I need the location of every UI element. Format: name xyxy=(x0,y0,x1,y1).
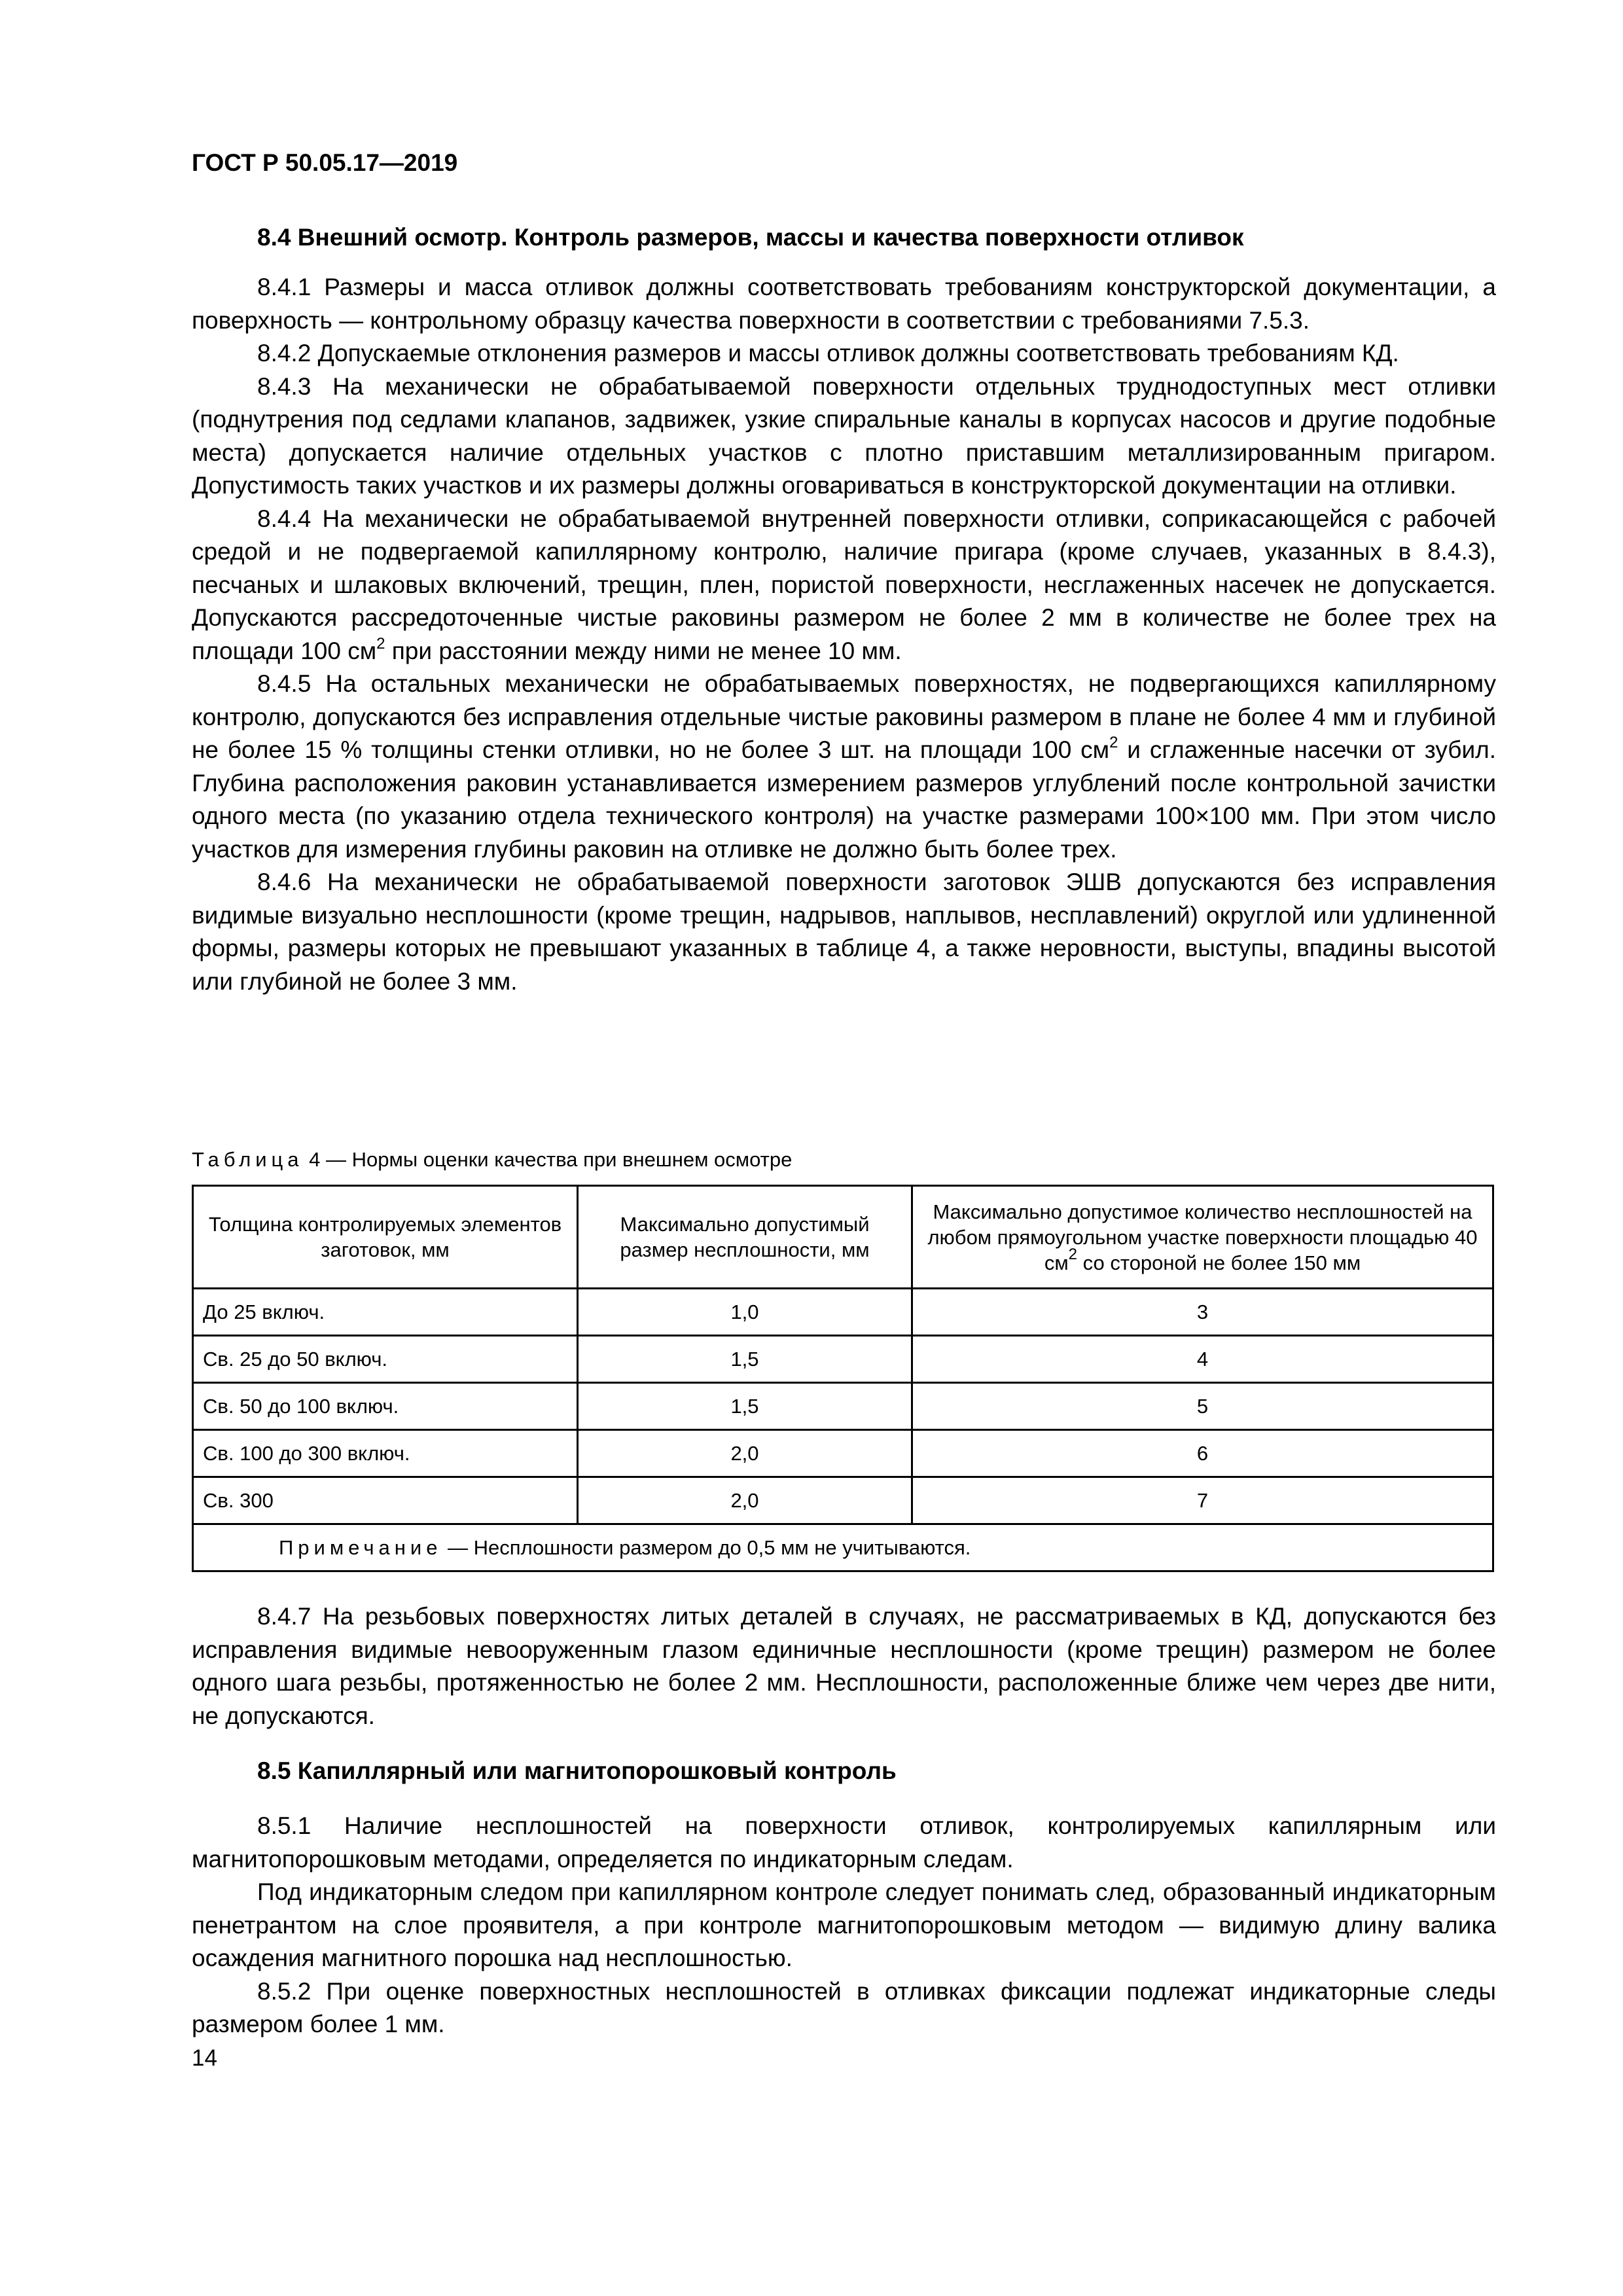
paragraph-8-4-1: 8.4.1 Размеры и масса отливок должны соответствовать требованиям конструкторской документации, а поверхность — контрольному образцу качества поверхности в соответствии с требованиями 7.5.3. xyxy=(192,274,1496,334)
paragraph-8-4-4-text-b: при расстоянии между ними не менее 10 мм. xyxy=(385,637,902,664)
superscript: 2 xyxy=(1109,734,1118,751)
table-note-row xyxy=(193,1524,1493,1571)
superscript: 2 xyxy=(376,634,385,653)
cell-thickness: Св. 50 до 100 включ. xyxy=(193,1383,578,1430)
table-4-caption xyxy=(192,1148,792,1172)
cell-thickness: Св. 100 до 300 включ. xyxy=(193,1430,578,1477)
page-number: 14 xyxy=(192,2045,217,2071)
paragraph-8-4-7: 8.4.7 На резьбовых поверхностях литых деталей в случаях, не рассматриваемых в КД, допускаются без исправления видимые невооруженным глазом единичные несплошности (кроме трещин) размером не более одного шага резьбы, протяженностью не более 2 мм. Несплошности, расположенные ближе чем через две нити, не допускаются. xyxy=(192,1603,1496,1729)
column-header-max-size: Максимально допустимый размер несплошности, мм xyxy=(578,1186,912,1289)
column-header-max-count-text-a: Максимально допустимое количество несплошностей на любом прямоугольном участке поверхности площадью 40 см xyxy=(927,1200,1478,1274)
section-8-5-title: 8.5 Капиллярный или магнитопорошковый контроль xyxy=(257,1757,897,1784)
cell-max-count: 6 xyxy=(912,1430,1493,1477)
paragraph-8-4-6: 8.4.6 На механически не обрабатываемой поверхности заготовок ЭШВ допускаются без исправления видимые визуально несплошности (кроме трещин, надрывов, наплывов, несплавлений) округлой или удлиненной формы, размеры которых не превышают указанных в таблице 4, а также неровности, выступы, впадины высотой или глубиной не более 3 мм. xyxy=(192,869,1496,995)
section-8-4-7 xyxy=(192,1600,1496,1732)
document-id-header: ГОСТ Р 50.05.17—2019 xyxy=(192,149,458,176)
section-8-5 xyxy=(192,1810,1496,2041)
paragraph-8-5-1: 8.5.1 Наличие несплошностей на поверхности отливок, контролируемых капиллярным или магнитопорошковым методами, определяется по индикаторным следам. xyxy=(192,1812,1496,1873)
table-row xyxy=(193,1289,1493,1336)
table-note xyxy=(193,1524,1493,1571)
cell-thickness: До 25 включ. xyxy=(193,1289,578,1336)
paragraph-8-4-3: 8.4.3 На механически не обрабатываемой поверхности отдельных труднодоступных мест отливки (поднутрения под седлами клапанов, задвижек, узкие спиральные каналы в корпусах насосов и другие подобные места) допускается наличие отдельных участков с плотно приставшим металлизированным пригаром. Допустимость таких участков и их размеры должны оговариваться в конструкторской документации на отливки. xyxy=(192,372,1496,499)
table-row xyxy=(193,1430,1493,1477)
cell-max-size: 1,0 xyxy=(578,1289,912,1336)
cell-max-count: 5 xyxy=(912,1383,1493,1430)
cell-max-size: 2,0 xyxy=(578,1477,912,1524)
table-caption-label: Таблица xyxy=(192,1148,304,1171)
paragraph-8-4-5-text-a: 8.4.5 На остальных механически не обрабатываемых поверхностях, не подвергающихся капиллярному контролю, допускаются без исправления отдельные чистые раковины размером в плане не более 4 мм и глубиной не более 15 % толщины стенки отливки, но не более 3 шт. на площади 100 см xyxy=(192,670,1496,763)
table-row xyxy=(193,1477,1493,1524)
column-header-max-count-text-b: со стороной не более 150 мм xyxy=(1077,1251,1361,1274)
paragraph-8-4-5 xyxy=(192,668,1496,866)
cell-thickness: Св. 300 xyxy=(193,1477,578,1524)
cell-max-count: 4 xyxy=(912,1336,1493,1383)
paragraph-8-4-2: 8.4.2 Допускаемые отклонения размеров и массы отливок должны соответствовать требованиям КД. xyxy=(257,340,1399,367)
paragraph-8-4-4 xyxy=(192,503,1496,668)
section-8-4 xyxy=(192,221,1496,998)
superscript: 2 xyxy=(1068,1245,1078,1263)
paragraph-8-5-2: 8.5.2 При оценке поверхностных несплошностей в отливках фиксации подлежат индикаторные следы размером более 1 мм. xyxy=(192,1977,1496,2037)
table-note-label: Примечание xyxy=(279,1535,442,1559)
cell-max-size: 1,5 xyxy=(578,1336,912,1383)
table-row xyxy=(193,1336,1493,1383)
cell-max-size: 1,5 xyxy=(578,1383,912,1430)
table-header-row xyxy=(193,1186,1493,1289)
cell-thickness: Св. 25 до 50 включ. xyxy=(193,1336,578,1383)
paragraph-8-4-5-text-b: и сглаженные насечки от зубил. Глубина расположения раковин устанавливается измерением размеров углублений после контрольной зачистки одного места (по указанию отдела технического контроля) на участке размерами 100×100 мм. При этом число участков для измерения глубины раковин на отливке не должно быть более трех. xyxy=(192,736,1496,863)
table-4 xyxy=(192,1185,1494,1572)
cell-max-count: 3 xyxy=(912,1289,1493,1336)
section-8-4-title: 8.4 Внешний осмотр. Контроль размеров, массы и качества поверхности отливок xyxy=(257,224,1244,251)
table-row xyxy=(193,1383,1493,1430)
cell-max-count: 7 xyxy=(912,1477,1493,1524)
paragraph-8-4-4-text-a: 8.4.4 На механически не обрабатываемой внутренней поверхности отливки, соприкасающейся с рабочей средой и не подвергаемой капиллярному контролю, наличие пригара (кроме случаев, указанных в 8.4.3), песчаных и шлаковых включений, трещин, плен, пористой поверхности, несглаженных насечек не допускается. Допускаются рассредоточенные чистые раковины размером не более 2 мм в количестве не более трех на площади 100 см xyxy=(192,505,1496,664)
table-caption-text: 4 — Нормы оценки качества при внешнем осмотре xyxy=(303,1148,793,1171)
paragraph-8-5-1-indicator: Под индикаторным следом при капиллярном контроле следует понимать след, образованный индикаторным пенетрантом на слое проявителя, а при контроле магнитопорошковым методом — видимую длину валика осаждения магнитного порошка над несплошностью. xyxy=(192,1878,1496,1971)
table-note-text: — Несплошности размером до 0,5 мм не учитываются. xyxy=(442,1535,971,1559)
column-header-max-count xyxy=(912,1186,1493,1289)
cell-max-size: 2,0 xyxy=(578,1430,912,1477)
column-header-thickness: Толщина контролируемых элементов заготовок, мм xyxy=(193,1186,578,1289)
